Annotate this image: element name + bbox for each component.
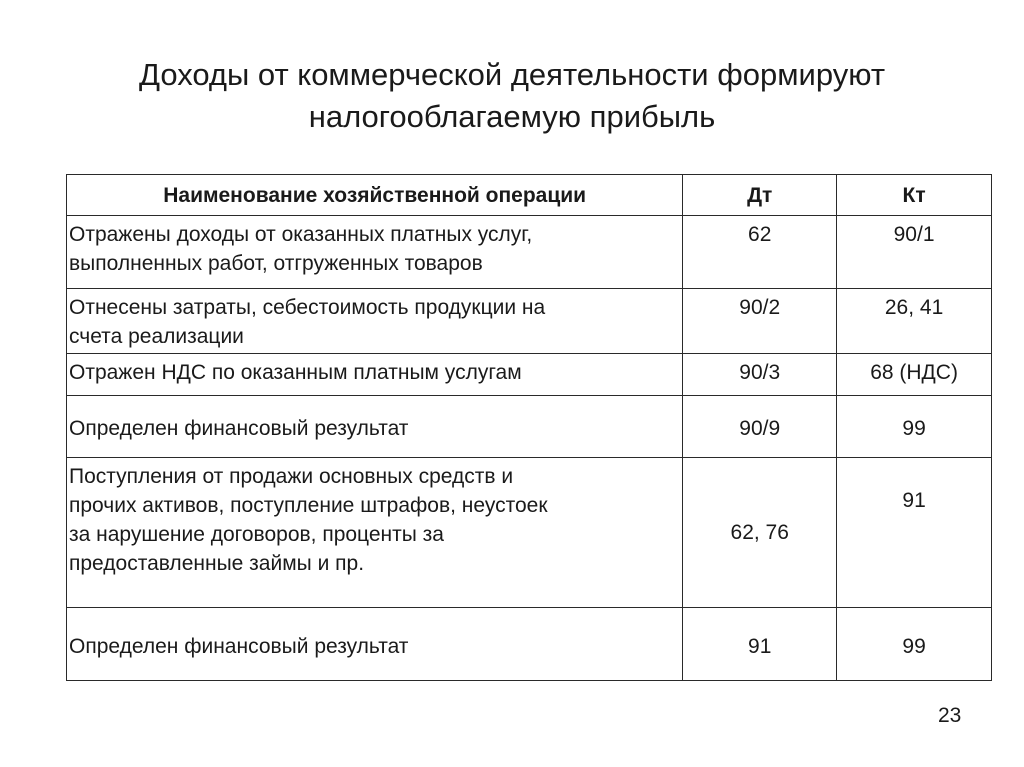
debit-cell: 91 (683, 608, 837, 681)
operation-cell (67, 396, 683, 458)
page-number: 23 (938, 704, 962, 727)
operation-line: за нарушение договоров, проценты за (69, 523, 444, 546)
debit-cell: 90/2 (683, 289, 837, 354)
credit-cell: 90/1 (837, 216, 992, 289)
operation-cell (67, 458, 683, 608)
table-header-row (67, 175, 992, 216)
operation-line: Определен финансовый результат (69, 634, 409, 658)
credit-cell: 68 (НДС) (837, 354, 992, 396)
credit-cell: 91 (837, 458, 992, 608)
credit-cell: 26, 41 (837, 289, 992, 354)
debit-cell: 90/9 (683, 396, 837, 458)
operation-line: Определен финансовый результат (69, 417, 409, 440)
operation-cell (67, 216, 683, 289)
slide-title (60, 54, 964, 138)
table-row (67, 396, 992, 458)
credit-cell: 99 (837, 608, 992, 681)
table-row (67, 354, 992, 396)
table-row (67, 458, 992, 608)
operation-line: выполненных работ, отгруженных товаров (69, 252, 483, 275)
operation-line: Поступления от продажи основных средств и (69, 465, 514, 488)
header-operation: Наименование хозяйственной операции (67, 175, 683, 216)
table-row (67, 216, 992, 289)
debit-cell: 62, 76 (683, 458, 837, 608)
operation-line: прочих активов, поступление штрафов, неустоек (69, 494, 548, 517)
credit-cell: 99 (837, 396, 992, 458)
table-row (67, 608, 992, 681)
operation-cell (67, 354, 683, 396)
table-row (67, 289, 992, 354)
operation-cell (67, 608, 683, 681)
header-credit: Кт (837, 175, 992, 216)
operation-line: счета реализации (69, 325, 244, 348)
operation-line: Отражены доходы от оказанных платных услуг, (69, 223, 533, 246)
accounting-entries-table (66, 174, 992, 681)
operation-line: Отражен НДС по оказанным платным услугам (69, 361, 522, 384)
slide-title-line-2: налогооблагаемую прибыль (308, 99, 716, 134)
operation-line: Отнесены затраты, себестоимость продукции на (69, 296, 546, 319)
header-debit: Дт (683, 175, 837, 216)
debit-cell: 90/3 (683, 354, 837, 396)
operation-cell (67, 289, 683, 354)
operation-line: предоставленные займы и пр. (69, 552, 365, 575)
debit-cell: 62 (683, 216, 837, 289)
slide-title-line-1: Доходы от коммерческой деятельности формируют (138, 57, 886, 92)
